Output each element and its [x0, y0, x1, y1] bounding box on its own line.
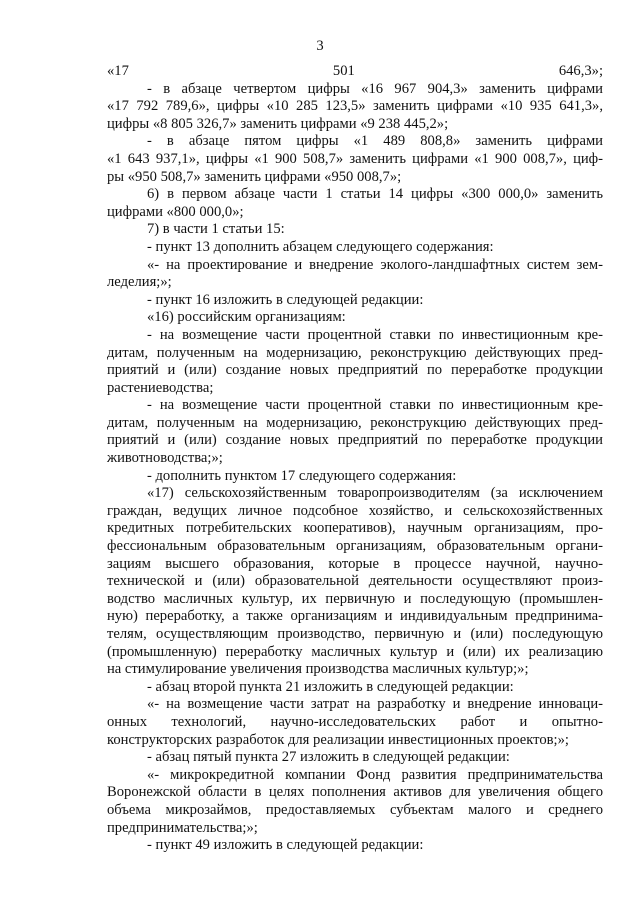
- text-line: 7) в части 1 статьи 15:: [147, 221, 285, 238]
- text-line: «- на возмещение части затрат на разработку и внедрение инноваци-: [147, 696, 603, 713]
- text-line: Воронежской области в целях пополнения активов для увеличения общего: [107, 784, 603, 801]
- text-line: - пункт 13 дополнить абзацем следующего содержания:: [147, 238, 494, 255]
- text-line: предпринимательства;»;: [107, 819, 258, 836]
- text-line: дитам, полученным на модернизацию, реконструкцию действующих пред-: [107, 344, 603, 361]
- text-line: «17) сельскохозяйственным товаропроизводителям (за исключением: [147, 485, 603, 502]
- word: и: [519, 713, 528, 730]
- text-line: приятий и (или) создание новых предприятий по переработке продукции: [107, 432, 603, 449]
- text-line: растениеводства;: [107, 379, 214, 396]
- text-line: «17 792 789,6», цифры «10 285 123,5» заменить цифрами «10 935 641,3»,: [107, 98, 603, 115]
- text-line: - абзац второй пункта 21 изложить в следующей редакции:: [147, 678, 514, 695]
- text-line: телям, осуществляющим производство, первичную и (или) последующую: [107, 626, 603, 642]
- text-line: - пункт 16 изложить в следующей редакции:: [147, 291, 424, 308]
- text-line: «1 643 937,1», цифры «1 900 508,7» заменить цифрами «1 900 008,7», циф-: [107, 150, 603, 167]
- word: научно-исследовательских: [270, 713, 437, 730]
- text-line: 6) в первом абзаце части 1 статьи 14 цифры «300 000,0» заменить: [147, 186, 603, 203]
- text-line: - на возмещение части процентной ставки по инвестиционным кре-: [147, 397, 603, 414]
- text-line: ную) переработку, а также организациям и индивидуальным предпринима-: [107, 608, 603, 625]
- text-line: [107, 714, 603, 732]
- text-line: конструкторских разработок для реализации инвестиционных проектов;»;: [107, 731, 569, 748]
- text-line: леделия;»;: [107, 274, 172, 291]
- text-line: приятий и (или) создание новых предприятий по переработке продукции: [107, 362, 603, 379]
- text-line: ры «950 508,7» заменить цифрами «950 008,7»;: [107, 168, 402, 185]
- text-line: «17 501 646,3»;: [107, 63, 603, 79]
- word: работ: [460, 713, 496, 730]
- text-line: - на возмещение части процентной ставки по инвестиционным кре-: [147, 326, 603, 343]
- text-line: - абзац пятый пункта 27 изложить в следующей редакции:: [147, 749, 510, 766]
- text-line: - пункт 49 изложить в следующей редакции:: [147, 837, 424, 854]
- word: технологий,: [171, 713, 247, 730]
- page-number: 3: [316, 38, 324, 54]
- text-line: животноводства;»;: [107, 450, 223, 467]
- text-line: - дополнить пунктом 17 следующего содержания:: [147, 467, 457, 484]
- document-body: [107, 63, 603, 855]
- text-line: водство масличных культур, их первичную и последующую (промышлен-: [107, 590, 603, 607]
- text-line: цифрами «800 000,0»;: [107, 203, 244, 220]
- text-line: - в абзаце четвертом цифры «16 967 904,3» заменить цифрами: [147, 80, 603, 97]
- text-line: граждан, ведущих личное подсобное хозяйство, и сельскохозяйственных: [107, 502, 603, 519]
- text-line: кредитных потребительских кооперативов), научным организациям, про-: [107, 520, 603, 537]
- text-line: объема микрозаймов, предоставляемых субъектам малого и среднего: [107, 801, 603, 818]
- text-line: зациям высшего образования, которые в процессе научной, научно-: [107, 555, 603, 572]
- text-line: фессиональным образовательным организациям, образовательным органи-: [107, 538, 603, 555]
- text-line: «- микрокредитной компании Фонд развития предпринимательства: [147, 766, 603, 783]
- text-line: дитам, полученным на модернизацию, реконструкцию действующих пред-: [107, 414, 603, 431]
- text-line: «- на проектирование и внедрение эколого-ландшафтных систем зем-: [147, 256, 603, 273]
- word: опытно-: [551, 713, 603, 730]
- text-line: цифры «8 805 326,7» заменить цифрами «9 238 445,2»;: [107, 115, 449, 132]
- text-line: технической и (или) образовательной деятельности осуществляют произ-: [107, 573, 603, 590]
- text-line: - в абзаце пятом цифры «1 489 808,8» заменить цифрами: [147, 133, 603, 150]
- text-line: (промышленную) переработку масличных культур и (или) их реализацию: [107, 643, 603, 660]
- text-line: на стимулирование увеличения производства масличных культур;»;: [107, 661, 529, 678]
- text-line: «16) российским организациям:: [147, 309, 346, 326]
- word: онных: [107, 713, 148, 730]
